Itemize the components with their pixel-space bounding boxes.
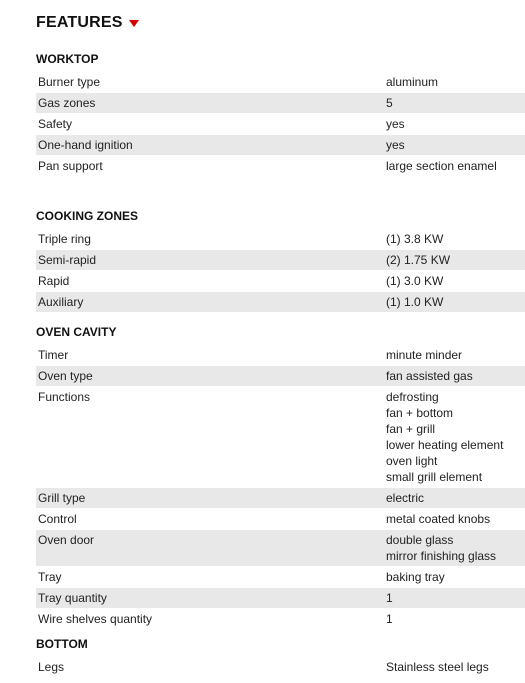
table-worktop (36, 72, 525, 177)
row-value (386, 569, 525, 585)
row-value (386, 611, 525, 627)
row-value (386, 74, 525, 90)
table-row (36, 93, 525, 114)
row-label: Safety (38, 117, 73, 131)
section-title-oven-cavity: OVEN CAVITY (36, 325, 117, 339)
table-cooking-zones (36, 229, 525, 313)
table-row (36, 366, 525, 387)
row-value (386, 368, 525, 384)
value-line: fan + bottom (386, 406, 454, 420)
row-value (386, 490, 525, 506)
row-label: Tray quantity (38, 591, 107, 605)
value-line: metal coated knobs (386, 512, 491, 526)
table-row (36, 135, 525, 156)
row-label: Semi-rapid (38, 253, 97, 267)
section-title-bottom: BOTTOM (36, 637, 88, 651)
row-label: Oven type (38, 369, 93, 383)
features-title: FEATURES (36, 14, 123, 31)
table-row (36, 114, 525, 135)
value-line: fan + grill (386, 422, 436, 436)
table-row (36, 567, 525, 588)
row-label: Legs (38, 660, 65, 674)
row-value (386, 532, 525, 564)
row-label: Oven door (38, 533, 95, 547)
row-label: Timer (38, 348, 69, 362)
row-value (386, 590, 525, 606)
value-line: oven light (386, 454, 438, 468)
table-row (36, 250, 525, 271)
table-row (36, 657, 525, 678)
value-line: mirror finishing glass (386, 549, 497, 563)
row-label: Burner type (38, 75, 101, 89)
table-row (36, 488, 525, 509)
row-value (386, 273, 525, 289)
value-line: (1) 1.0 KW (386, 295, 444, 309)
table-row (36, 609, 525, 630)
table-row (36, 271, 525, 292)
value-line: yes (386, 138, 405, 152)
table-bottom (36, 657, 525, 678)
value-line: double glass (386, 533, 454, 547)
value-line: (2) 1.75 KW (386, 253, 451, 267)
row-value (386, 347, 525, 363)
value-line: Stainless steel legs (386, 660, 489, 674)
value-line: (1) 3.0 KW (386, 274, 444, 288)
table-row (36, 387, 525, 488)
row-value (386, 389, 525, 485)
table-row (36, 530, 525, 567)
row-value (386, 116, 525, 132)
row-label: Control (38, 512, 77, 526)
caret-down-icon[interactable] (129, 20, 139, 27)
row-label: Rapid (38, 274, 70, 288)
table-oven-cavity (36, 345, 525, 630)
value-line: electric (386, 491, 425, 505)
value-line: yes (386, 117, 405, 131)
table-row (36, 588, 525, 609)
row-label: Functions (38, 390, 91, 404)
value-line: 1 (386, 612, 393, 626)
table-row (36, 292, 525, 313)
value-line: defrosting (386, 390, 439, 404)
features-header[interactable] (36, 14, 139, 32)
value-line: baking tray (386, 570, 445, 584)
value-line: lower heating element (386, 438, 504, 452)
row-value (386, 95, 525, 111)
value-line: 5 (386, 96, 393, 110)
row-value (386, 294, 525, 310)
value-line: small grill element (386, 470, 483, 484)
row-label: Triple ring (38, 232, 91, 246)
table-row (36, 156, 525, 177)
value-line: 1 (386, 591, 393, 605)
row-label: Auxiliary (38, 295, 84, 309)
row-label: Tray (38, 570, 62, 584)
row-value (386, 231, 525, 247)
value-line: aluminum (386, 75, 439, 89)
value-line: large section enamel (386, 159, 497, 173)
value-line: fan assisted gas (386, 369, 473, 383)
value-line: minute minder (386, 348, 463, 362)
table-row (36, 345, 525, 366)
row-label: Gas zones (38, 96, 96, 110)
row-label: Grill type (38, 491, 86, 505)
row-value (386, 659, 525, 675)
row-value (386, 158, 525, 174)
row-label: Wire shelves quantity (38, 612, 153, 626)
section-title-worktop: WORKTOP (36, 52, 99, 66)
table-row (36, 72, 525, 93)
row-value (386, 137, 525, 153)
table-row (36, 509, 525, 530)
row-label: One-hand ignition (38, 138, 133, 152)
table-row (36, 229, 525, 250)
value-line: (1) 3.8 KW (386, 232, 444, 246)
section-title-cooking-zones: COOKING ZONES (36, 209, 139, 223)
row-value (386, 252, 525, 268)
row-label: Pan support (38, 159, 103, 173)
row-value (386, 511, 525, 527)
